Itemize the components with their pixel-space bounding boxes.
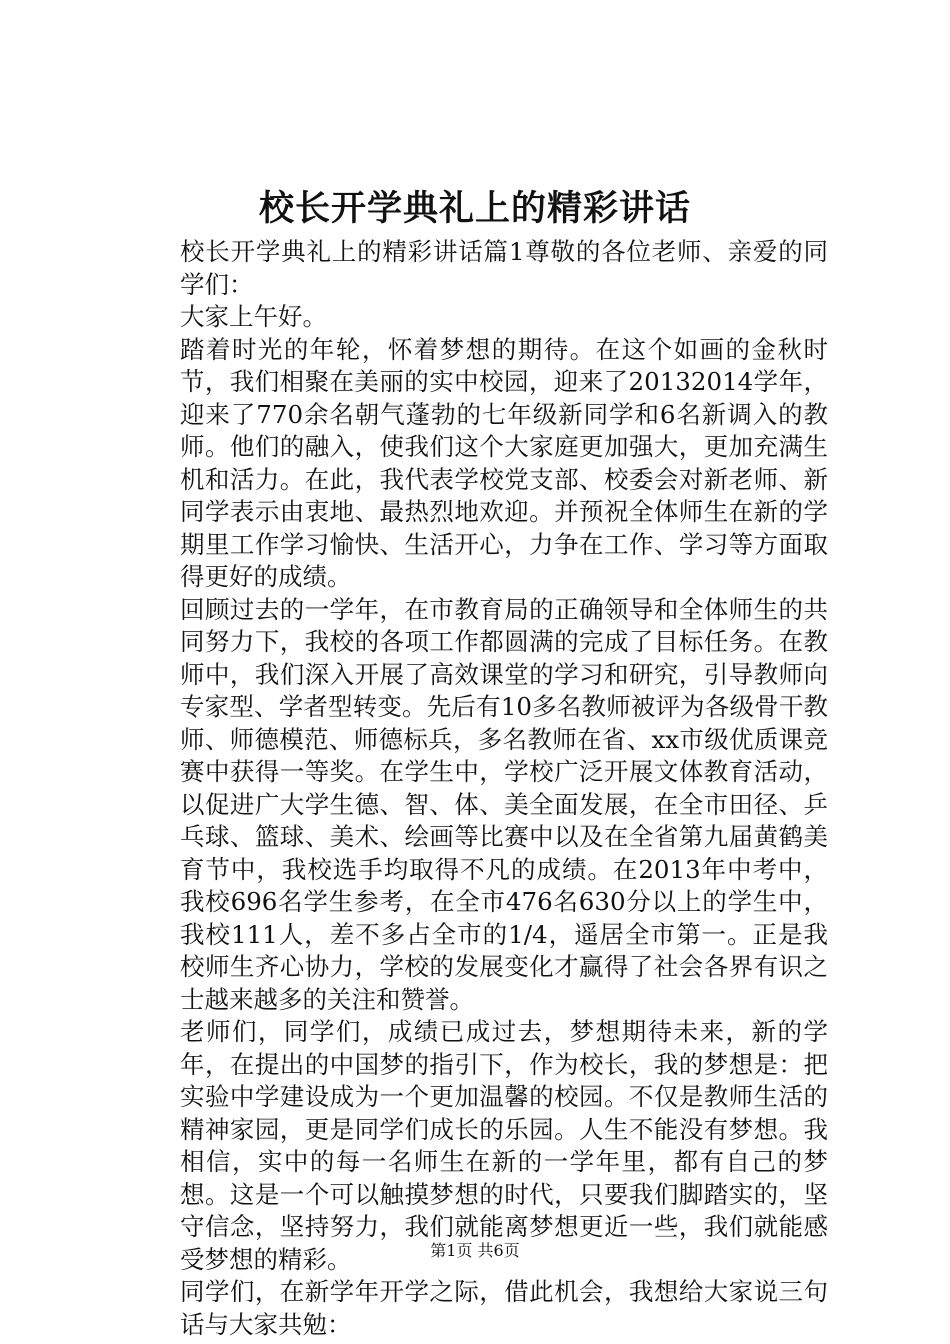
body-paragraph: 同学们，在新学年开学之际，借此机会，我想给大家说三句话与大家共勉： [180,1277,828,1339]
body-paragraph: 回顾过去的一学年，在市教育局的正确领导和全体师生的共同努力下，我校的各项工作都圆满的完成了目标任务。在教师中，我们深入开展了高效课堂的学习和研究，引导教师向专家型、学者型转变。先后有10多名教师被评为各级骨干教师、师德模范、师德标兵，多名教师在省、xx市级优质课竞赛中获得一等奖。在学生中，学校广泛开展文体教育活动，以促进广大学生德、智、体、美全面发展，在全市田径、乒乓球、篮球、美术、绘画等比赛中以及在全省第九届黄鹤美育节中，我校选手均取得不凡的成绩。在2013年中考中，我校696名学生参考，在全市476名630分以上的学生中，我校111人，差不多占全市的1/4，遥居全市第一。正是我校师生齐心协力，学校的发展变化才赢得了社会各界有识之士越来越多的关注和赞誉。 [180,594,828,1014]
page-footer: 第1页 共6页 [430,1241,520,1260]
opening-paragraph: 校长开学典礼上的精彩讲话篇1尊敬的各位老师、亲爱的同学们： [180,237,828,299]
document-title: 校长开学典礼上的精彩讲话 [258,188,691,229]
body-paragraph: 老师们，同学们，成绩已成过去，梦想期待未来，新的学年，在提出的中国梦的指引下，作为校长，我的梦想是：把实验中学建设成为一个更加温馨的校园。不仅是教师生活的精神家园，更是同学们成长的乐园。人生不能没有梦想。我相信，实中的每一名师生在新的一学年里，都有自己的梦想。这是一个可以触摸梦想的时代，只要我们脚踏实的，坚守信念，坚持努力，我们就能离梦想更近一些，我们就能感受梦想的精彩。 [180,1017,828,1274]
document-body [128,236,828,1341]
greeting-paragraph: 大家上午好。 [180,302,327,331]
body-paragraph: 踏着时光的年轮，怀着梦想的期待。在这个如画的金秋时节，我们相聚在美丽的实中校园，迎来了20132014学年，迎来了770余名朝气蓬勃的七年级新同学和6名新调入的教师。他们的融入，使我们这个大家庭更加强大，更加充满生机和活力。在此，我代表学校党支部、校委会对新老师、新同学表示由衷地、最热烈地欢迎。并预祝全体师生在新的学期里工作学习愉快、生活开心，力争在工作、学习等方面取得更好的成绩。 [180,334,828,591]
